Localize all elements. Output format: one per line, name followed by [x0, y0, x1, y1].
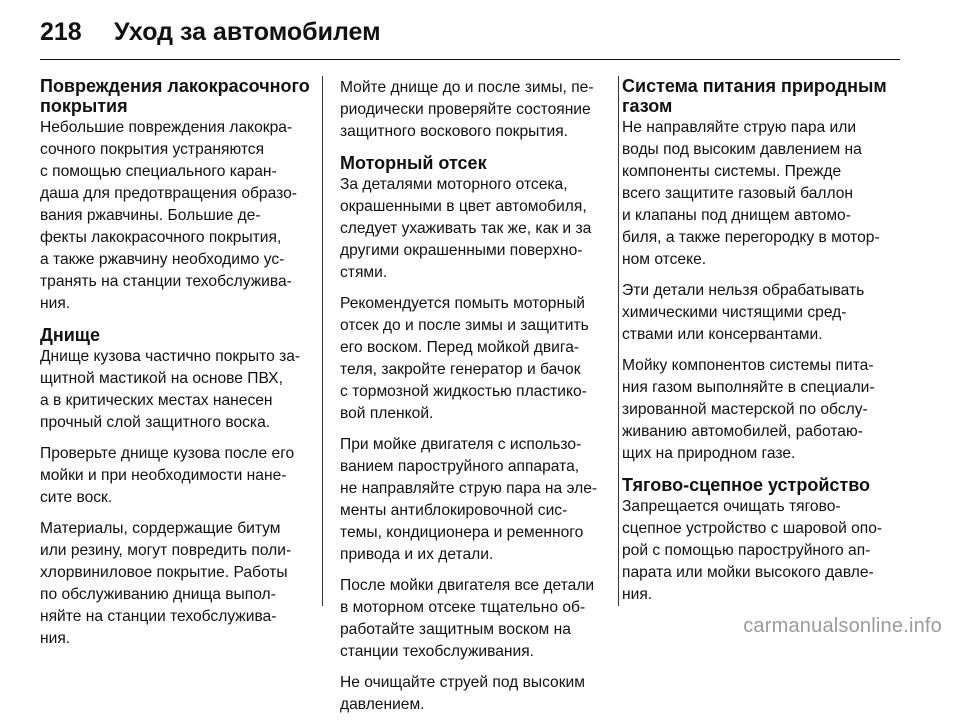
paragraph: Мойку компонентов системы пита- ния газом выполняйте в специали- зированной мастерской по обслу- живанию автомобилей, работаю- щих на природном газе. [622, 357, 875, 462]
paragraph: Не очищайте струей под высоким давлением. [340, 674, 585, 713]
paragraph: Проверьте днище кузова после его мойки и при необходимости нане- сите воск. [40, 445, 295, 506]
paragraph: Небольшие повреждения лакокра- сочного покрытия устраняются с помощью специального каран- даша для предотвращения образо- вания ржавчины. Большие де- фекты лакокрасочного покрытия, а также ржавчину необходимо ус- транять на станции техобслужива- ния. [40, 119, 297, 312]
column-divider [618, 76, 619, 606]
section-title: Тягово-сцепное устройство [622, 475, 871, 495]
paragraph: Материалы, сордержащие битум или резину, могут повредить поли- хлорвиниловое покрытие. Работы по обслуживанию днища выпол- няйте на станции техобслужива- ния. [40, 520, 292, 647]
paragraph: При мойке двигателя с использо- ванием пароструйного аппарата, не направляйте струю пара на эле- менты антиблокировочной сис- темы, кондиционера и ременного привода и их детали. [340, 436, 598, 563]
paragraph: Запрещается очищать тягово- сцепное устройство с шаровой опо- рой с помощью пароструйного ап- парата или мойки высокого давле- ния. [622, 498, 883, 603]
section [40, 325, 312, 650]
column-2 [340, 76, 612, 726]
section-title: Днище [40, 325, 100, 345]
paragraph: Не направляйте струю пара или воды под высоким давлением на компоненты системы. Прежде всего защитите газовый баллон и клапаны под днищем автомо- биля, а также перегородку в мотор- ном отсеке. [622, 119, 880, 268]
section [340, 153, 612, 716]
column-1 [40, 76, 312, 660]
paragraph: Рекомендуется помыть моторный отсек до и после зимы и защитить его воском. Перед мойкой двига- теля, закройте генератор и бачок с тормозной жидкостью пластико- вой пленкой. [340, 295, 589, 422]
paragraph: За деталями моторного отсека, окрашенными в цвет автомобиля, следует ухаживать так же, как и за другими окрашенными поверхно- стями. [340, 176, 592, 281]
section [622, 475, 894, 606]
section [40, 76, 312, 315]
section-title: Система питания природным газом [622, 76, 887, 116]
section-title: Повреждения лакокрасочного покрытия [40, 76, 310, 116]
header-rule [40, 59, 900, 60]
section [622, 76, 894, 465]
section-title: Моторный отсек [340, 153, 487, 173]
paragraph: Мойте днище до и после зимы, пе- риодически проверяйте состояние защитного воскового покрытия. [340, 79, 594, 140]
paragraph: Днище кузова частично покрыто за- щитной мастикой на основе ПВХ, а в критических местах нанесен прочный слой защитного воска. [40, 348, 301, 431]
column-divider [322, 76, 323, 606]
column-3 [622, 76, 894, 616]
paragraph: После мойки двигателя все детали в моторном отсеке тщательно об- работайте защитным воском на станции техобслуживания. [340, 577, 595, 660]
paragraph: Эти детали нельзя обрабатывать химическими чистящими сред- ствами или консервантами. [622, 282, 865, 343]
page-number: 218 [40, 17, 82, 46]
page-title: Уход за автомобилем [114, 17, 381, 46]
section [340, 77, 612, 143]
page-header [40, 12, 900, 52]
watermark: carmanualsonline.info [743, 615, 942, 637]
